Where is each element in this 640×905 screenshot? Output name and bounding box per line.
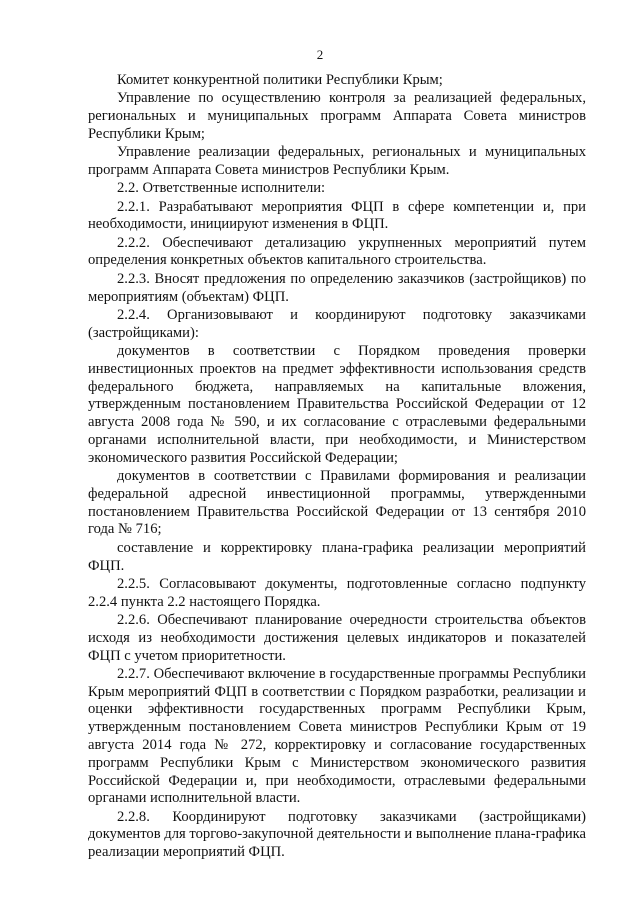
paragraph-responsible-executors: 2.2. Ответственные исполнители: [117,180,326,197]
paragraph-control-department: Управление по осуществлению контроля за реализацией федеральных, региональных и муниципальных программ Аппарата Совета министров Республики Крым; [88,90,586,142]
paragraph-2-2-7: 2.2.7. Обеспечивают включение в государственные программы Республики Крым мероприятий ФЦП в соответствии с Порядком разработки, реализации и оценки эффективности государственных программ Республики Крым, утвержденным постановлением Совета министров Республики Крым от 19 августа 2014 года № 272, корректировку и согласование государственных программ Республики Крым с Министерством экономического развития Российской Федерации и, при необходимости, отраслевыми федеральными органами исполнительной власти. [88,665,586,807]
paragraph-2-2-8: 2.2.8. Координируют подготовку заказчиками (застройщиками) документов для торгово-закупочной деятельности и выполнение плана-графика реализации мероприятий ФЦП. [88,808,586,861]
paragraph-plan-schedule: составление и корректировку плана-графика реализации мероприятий ФЦП. [88,539,586,574]
paragraph-2-2-4: 2.2.4. Организовывают и координируют подготовку заказчиками (застройщиками): [88,306,586,341]
paragraph-2-2-2: 2.2.2. Обеспечивают детализацию укрупненных мероприятий путем определения конкретных объектов капитального строительства. [88,234,586,269]
document-body [88,72,586,862]
paragraph-documents-investment-check: документов в соответствии с Порядком проведения проверки инвестиционных проектов на предмет эффективности использования средств федерального бюджета, направляемых на капитальные вложения, утвержденным постановлением Правительства Российской Федерации от 12 августа 2008 года № 590, и их согласование с отраслевыми федеральными органами исполнительной власти, при необходимости, и Министерством экономического развития Российской Федерации; [88,342,586,466]
paragraph-2-2-3: 2.2.3. Вносят предложения по определению заказчиков (застройщиков) по мероприятиям (объектам) ФЦП. [88,270,586,305]
paragraph-2-2-1: 2.2.1. Разрабатывают мероприятия ФЦП в сфере компетенции и, при необходимости, инициируют изменения в ФЦП. [88,198,586,233]
paragraph-programs-department: Управление реализации федеральных, региональных и муниципальных программ Аппарата Совета министров Республики Крым. [88,144,586,178]
paragraph-2-2-5: 2.2.5. Согласовывают документы, подготовленные согласно подпункту 2.2.4 пункта 2.2 настоящего Порядка. [88,575,586,610]
paragraph-2-2-6: 2.2.6. Обеспечивают планирование очередности строительства объектов исходя из необходимости достижения целевых индикаторов и показателей ФЦП с учетом приоритетности. [88,611,586,664]
paragraph-documents-address-program: документов в соответствии с Правилами формирования и реализации федеральной адресной инвестиционной программы, утвержденными постановлением Правительства Российской Федерации от 13 сентября 2010 года № 716; [88,468,586,538]
paragraph-competition-committee: Комитет конкурентной политики Республики Крым; [117,72,443,88]
page-number: 2 [316,47,324,62]
